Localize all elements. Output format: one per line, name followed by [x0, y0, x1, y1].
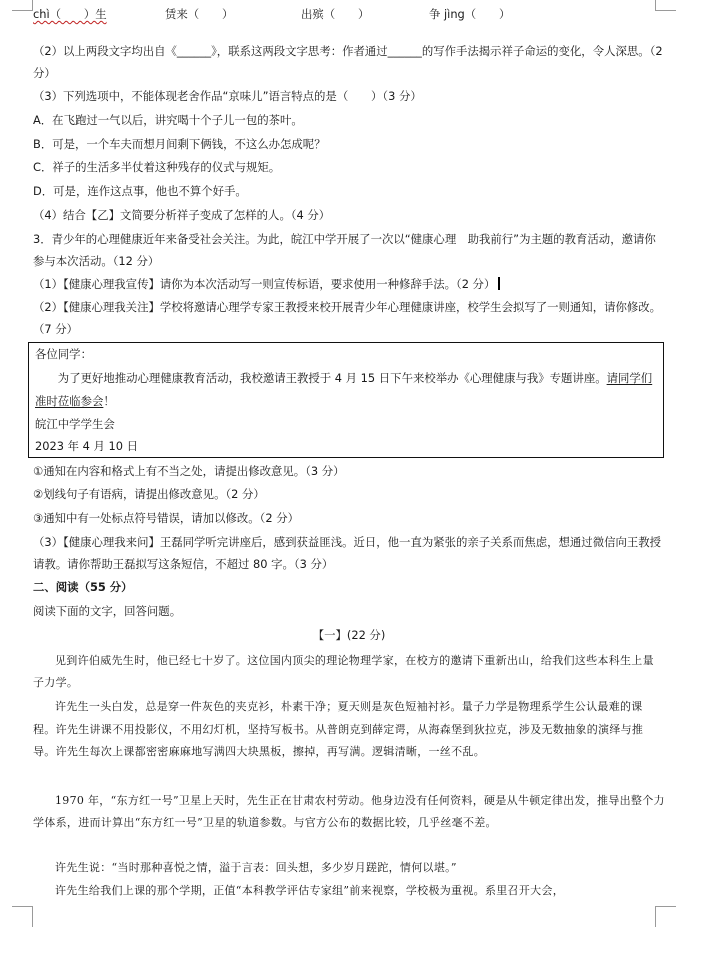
notice-box [28, 342, 664, 458]
crop-mark-bottom-left [12, 906, 33, 927]
fix-item-1: ①通知在内容和格式上有不当之处，请提出修改意见。（3 分） [33, 464, 345, 478]
question-4: （4）结合【乙】文简要分析祥子变成了怎样的人。（4 分） [33, 208, 331, 222]
passage-title: 【一】(22 分) [312, 628, 386, 642]
pinyin-item: 出殡（ ） [301, 7, 370, 21]
crop-mark-top-left [12, 0, 33, 11]
crop-mark-bottom-right [655, 906, 676, 927]
crop-mark-top-right [655, 0, 676, 11]
passage-paragraph-2: 许先生一头白发，总是穿一件灰色的夹克衫，朴素干净；夏天则是灰色短袖衬衫。量子力学是物理系学生公认最难的课程。许先生讲课不用投影仪，不用幻灯机，坚持写板书。从普朗克到薛定谔，从海森堡到狄拉克，涉及无数抽象的演绎与推导。许先生每次上课都密密麻麻地写满四大块黑板，擦掉，再写满。逻辑清晰，一丝不乱。 [33, 700, 644, 758]
text-cursor [498, 277, 500, 290]
option-b: B．可是，一个车夫而想月间剩下俩钱，不这么办怎成呢？ [33, 137, 326, 151]
option-a: A．在飞跑过一气以后，讲究喝十个子儿一包的茶叶。 [33, 113, 303, 127]
section-3-intro: 3．青少年的心理健康近年来备受社会关注。为此，皖江中学开展了一次以“健康心理 助我前行”为主题的教育活动，邀请你参与本次活动。（12 分） [33, 232, 656, 268]
notice-body-text: 为了更好地推动心理健康教育活动，我校邀请王教授于 4 月 15 日下午来校举办《心理健康与我》专题讲座。 [57, 371, 607, 385]
pinyin-item: 赁来（ ） [165, 7, 234, 21]
question-3: （3）下列选项中，不能体现老舍作品“京味儿”语言特点的是（ ）（3 分） [33, 89, 422, 103]
section-2-title: 二、阅读（55 分） [33, 580, 133, 594]
pinyin-item: 争 jìng（ ） [429, 7, 511, 21]
section-3-q3: （3）【健康心理我来问】王磊同学听完讲座后，感到获益匪浅。近日，他一直为紧张的亲子关系而焦虑，想通过微信向王教授请教。请你帮助王磊拟写这条短信，不超过 80 字。（3 分） [33, 535, 662, 571]
passage-paragraph-4: 许先生说：“当时那种喜悦之情，溢于言表：回头想，多少岁月蹉跎，情何以堪。” [55, 861, 457, 874]
notice-body [35, 367, 657, 413]
section-3-q1 [33, 276, 665, 292]
pinyin-item: chì（ ）生 [33, 7, 107, 21]
passage-paragraph-3: 1970 年，“东方红一号”卫星上天时，先生正在甘肃农村劳动。他身边没有任何资料，硬是从牛顿定律出发，推导出整个力学体系，进而计算出“东方红一号”卫星的轨道参数。与官方公布的数据比较，几乎丝毫不差。 [33, 794, 665, 829]
notice-signer: 皖江中学学生会 [35, 417, 115, 431]
fix-item-3: ③通知中有一处标点符号错误，请加以修改。（2 分） [33, 511, 299, 525]
section-3-q1-text: （1）【健康心理我宣传】请你为本次活动写一则宣传标语，要求使用一种修辞手法。（2 分） [33, 277, 496, 291]
section-2-instruction: 阅读下面的文字，回答问题。 [33, 604, 182, 618]
notice-body-end: ！ [103, 394, 115, 408]
passage-paragraph-5: 许先生给我们上课的那个学期，正值“本科教学评估专家组”前来视察，学校极为重视。系里召开大会， [55, 884, 565, 897]
notice-date: 2023 年 4 月 10 日 [35, 439, 139, 453]
question-2: （2）以上两段文字均出自《______》，联系这两段文字思考：作者通过______的写作手法揭示祥子命运的变化，令人深思。（2 分） [33, 44, 663, 80]
fix-item-2: ②划线句子有语病，请提出修改意见。（2 分） [33, 487, 265, 501]
option-d: D．可是，连作这点事，他也不算个好手。 [33, 184, 247, 198]
notice-salutation: 各位同学： [35, 347, 92, 361]
passage-paragraph-1: 见到许伯威先生时，他已经七十岁了。这位国内顶尖的理论物理学家，在校方的邀请下重新出山，给我们这些本科生上量子力学。 [33, 654, 654, 689]
section-3-q2: （2）【健康心理我关注】学校将邀请心理学专家王教授来校开展青少年心理健康讲座，校学生会拟写了一则通知，请你修改。（7 分） [33, 300, 662, 336]
option-c: C．祥子的生活多半仗着这种残存的仪式与规矩。 [33, 160, 281, 174]
notice-underlined-sentence: 请同学们准时莅临参会 [35, 371, 653, 408]
